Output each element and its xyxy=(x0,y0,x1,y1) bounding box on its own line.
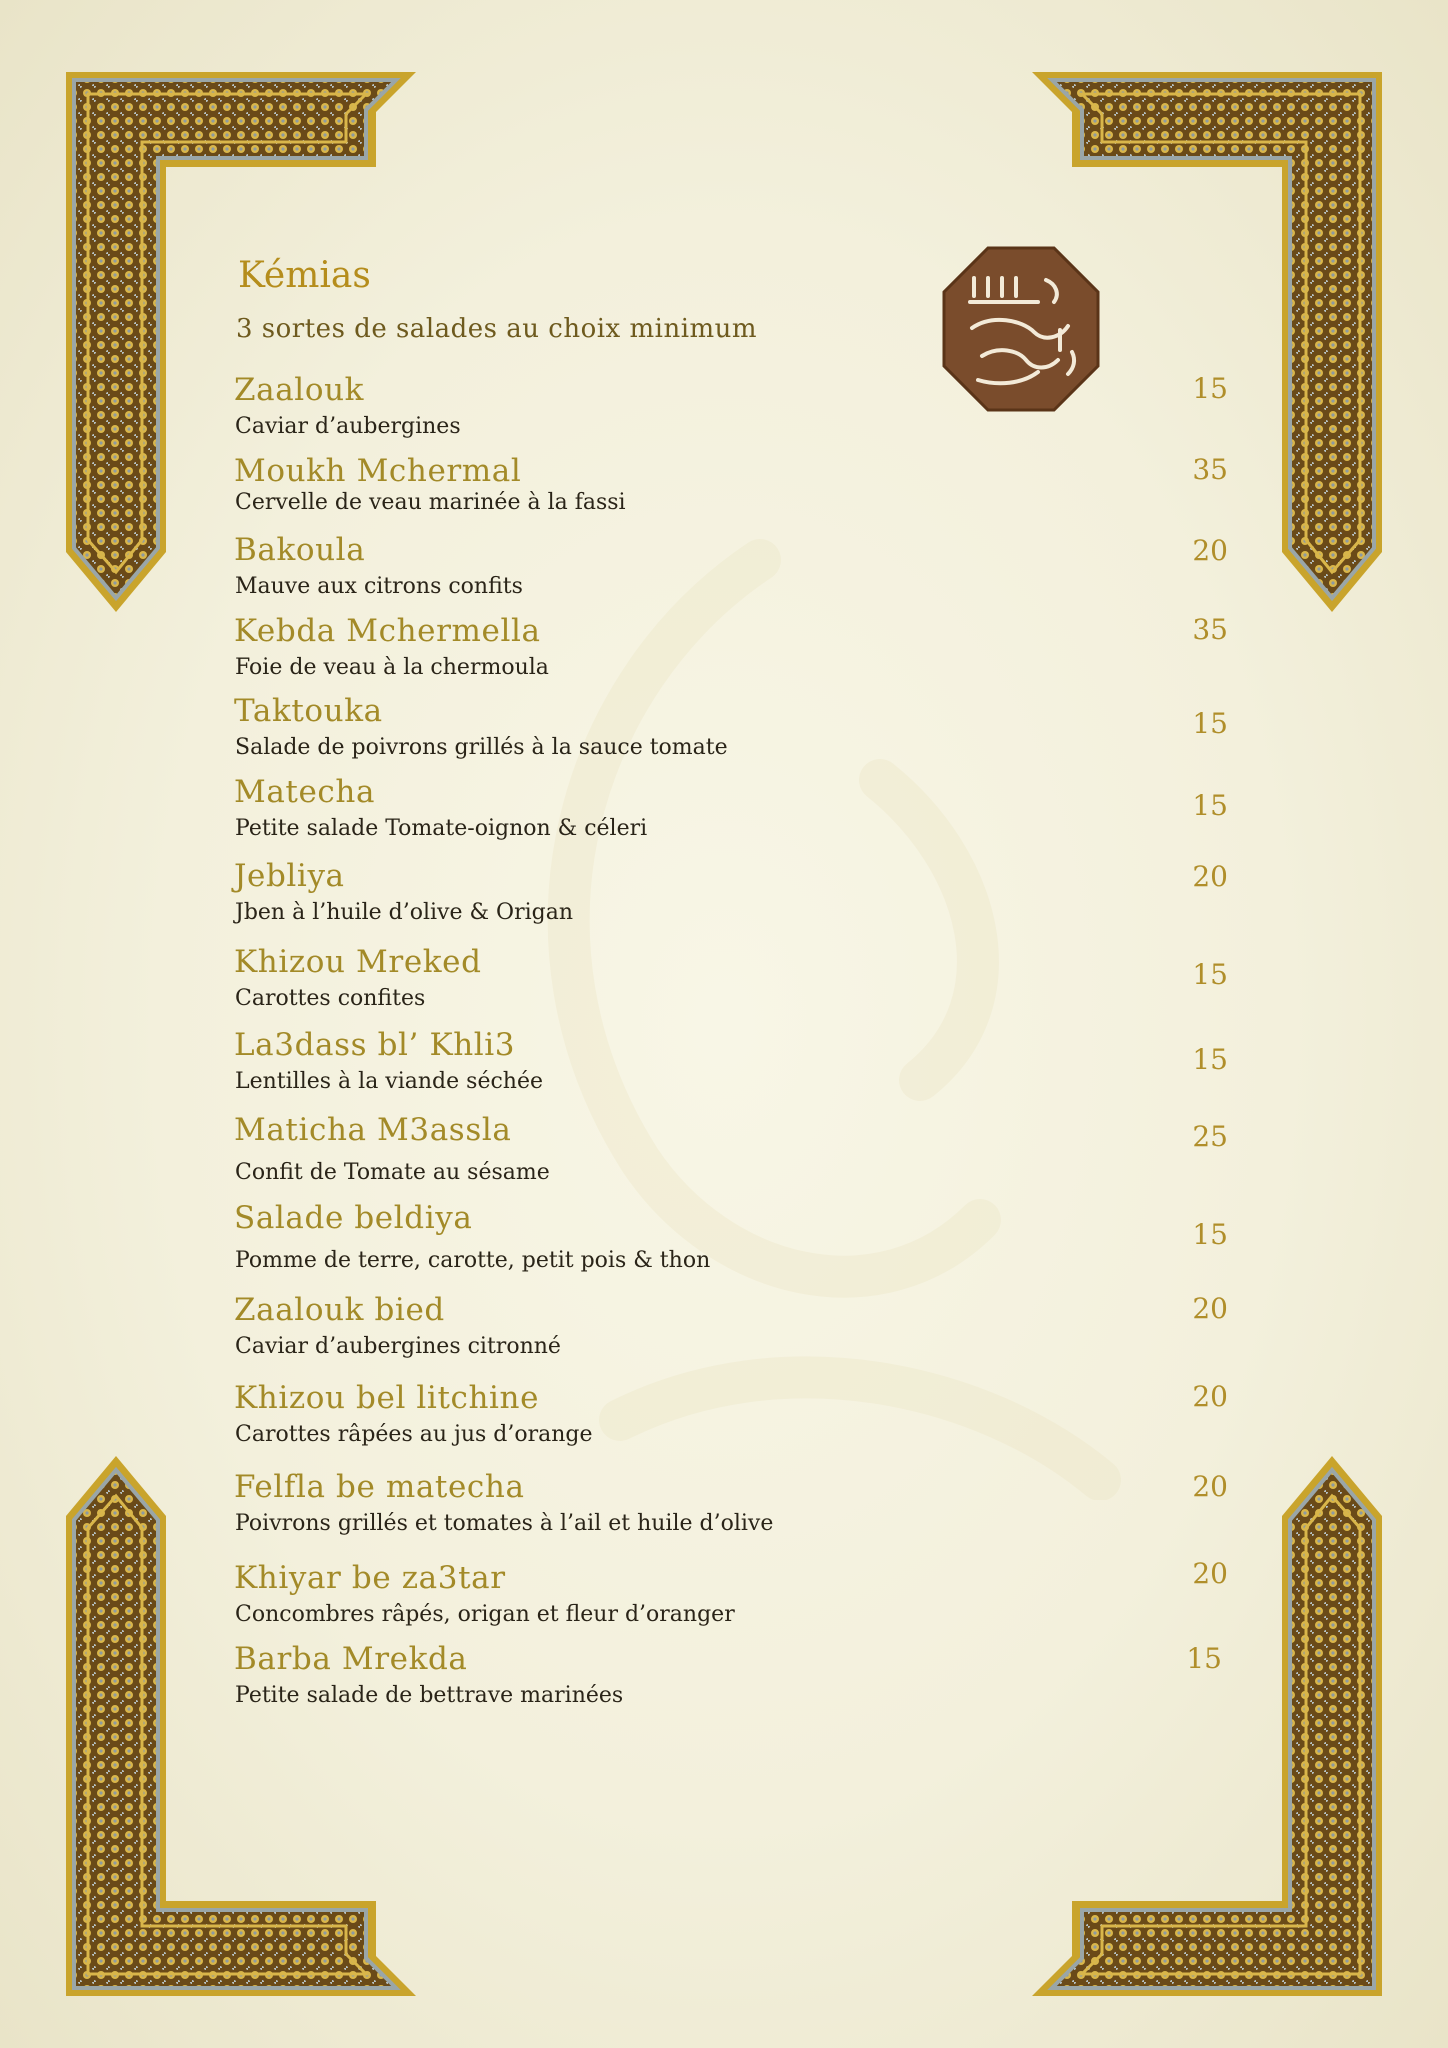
menu-item xyxy=(234,1557,1234,1640)
menu-item xyxy=(234,1200,1234,1280)
dish-name: Zaalouk xyxy=(234,372,365,408)
dish-price: 15 xyxy=(1192,789,1228,822)
dish-name: Barba Mrekda xyxy=(234,1641,468,1677)
dish-price: 15 xyxy=(1192,707,1228,740)
dish-price: 15 xyxy=(1192,958,1228,991)
menu-item xyxy=(234,1469,1234,1549)
dish-description: Lentilles à la viande séchée xyxy=(235,1069,543,1094)
dish-name: La3dass bl’ Khli3 xyxy=(234,1027,516,1063)
menu-item xyxy=(234,372,1234,452)
dish-description: Caviar d’aubergines citronné xyxy=(235,1334,561,1359)
menu-item xyxy=(234,453,1234,533)
dish-price: 20 xyxy=(1192,1557,1228,1590)
dish-price: 15 xyxy=(1192,372,1228,405)
menu-item xyxy=(234,944,1234,1024)
dish-name: Felfla be matecha xyxy=(234,1469,525,1505)
menu-item xyxy=(234,613,1234,693)
menu-item xyxy=(234,693,1234,773)
dish-price: 25 xyxy=(1192,1120,1228,1153)
dish-description: Concombres râpés, origan et fleur d’oranger xyxy=(235,1602,735,1627)
dish-price: 15 xyxy=(1192,1218,1228,1251)
dish-description: Petite salade de bettrave marinées xyxy=(235,1683,624,1708)
dish-price: 20 xyxy=(1192,860,1228,893)
menu-item xyxy=(234,1112,1234,1192)
dish-name: Khizou bel litchine xyxy=(234,1380,540,1416)
dish-name: Salade beldiya xyxy=(234,1200,473,1236)
dish-name: Khiyar be za3tar xyxy=(234,1560,506,1596)
dish-price: 20 xyxy=(1192,1380,1228,1413)
dish-price: 15 xyxy=(1192,1043,1228,1076)
dish-description: Mauve aux citrons confits xyxy=(235,574,523,599)
dish-description: Carottes confites xyxy=(235,986,426,1011)
section-subtitle: 3 sortes de salades au choix minimum xyxy=(236,314,758,344)
dish-name: Taktouka xyxy=(234,693,383,729)
dish-description: Petite salade Tomate-oignon & céleri xyxy=(235,816,648,841)
dish-description: Foie de veau à la chermoula xyxy=(235,655,549,680)
dish-price: 35 xyxy=(1192,453,1228,486)
dish-name: Jebliya xyxy=(234,858,345,894)
dish-description: Salade de poivrons grillés à la sauce tomate xyxy=(235,735,728,760)
dish-name: Moukh Mchermal xyxy=(234,453,522,489)
menu-item xyxy=(234,1292,1234,1372)
dish-name: Zaalouk bied xyxy=(234,1292,445,1328)
dish-description: Poivrons grillés et tomates à l’ail et huile d’olive xyxy=(235,1511,774,1536)
menu-item xyxy=(234,532,1234,612)
menu-item xyxy=(234,774,1234,854)
dish-price: 20 xyxy=(1192,1292,1228,1325)
dish-description: Confit de Tomate au sésame xyxy=(235,1160,550,1185)
dish-price: 15 xyxy=(1186,1642,1222,1675)
dish-name: Bakoula xyxy=(234,532,366,568)
dish-name: Maticha M3assla xyxy=(234,1112,512,1148)
dish-price: 20 xyxy=(1192,534,1228,567)
dish-price: 35 xyxy=(1192,613,1228,646)
dish-name: Kebda Mchermella xyxy=(234,613,541,649)
dish-price: 20 xyxy=(1192,1470,1228,1503)
menu-item xyxy=(234,1380,1234,1460)
menu-item xyxy=(234,1027,1234,1107)
dish-description: Caviar d’aubergines xyxy=(235,414,461,439)
section-title: Kémias xyxy=(238,255,371,296)
dish-description: Pomme de terre, carotte, petit pois & thon xyxy=(235,1248,711,1273)
dish-name: Matecha xyxy=(234,774,376,810)
dish-description: Jben à l’huile d’olive & Origan xyxy=(235,900,574,925)
menu-item xyxy=(234,858,1234,938)
dish-description: Carottes râpées au jus d’orange xyxy=(235,1422,593,1447)
dish-name: Khizou Mreked xyxy=(234,944,482,980)
dish-description: Cervelle de veau marinée à la fassi xyxy=(235,490,626,515)
menu-item xyxy=(234,1641,1234,1721)
